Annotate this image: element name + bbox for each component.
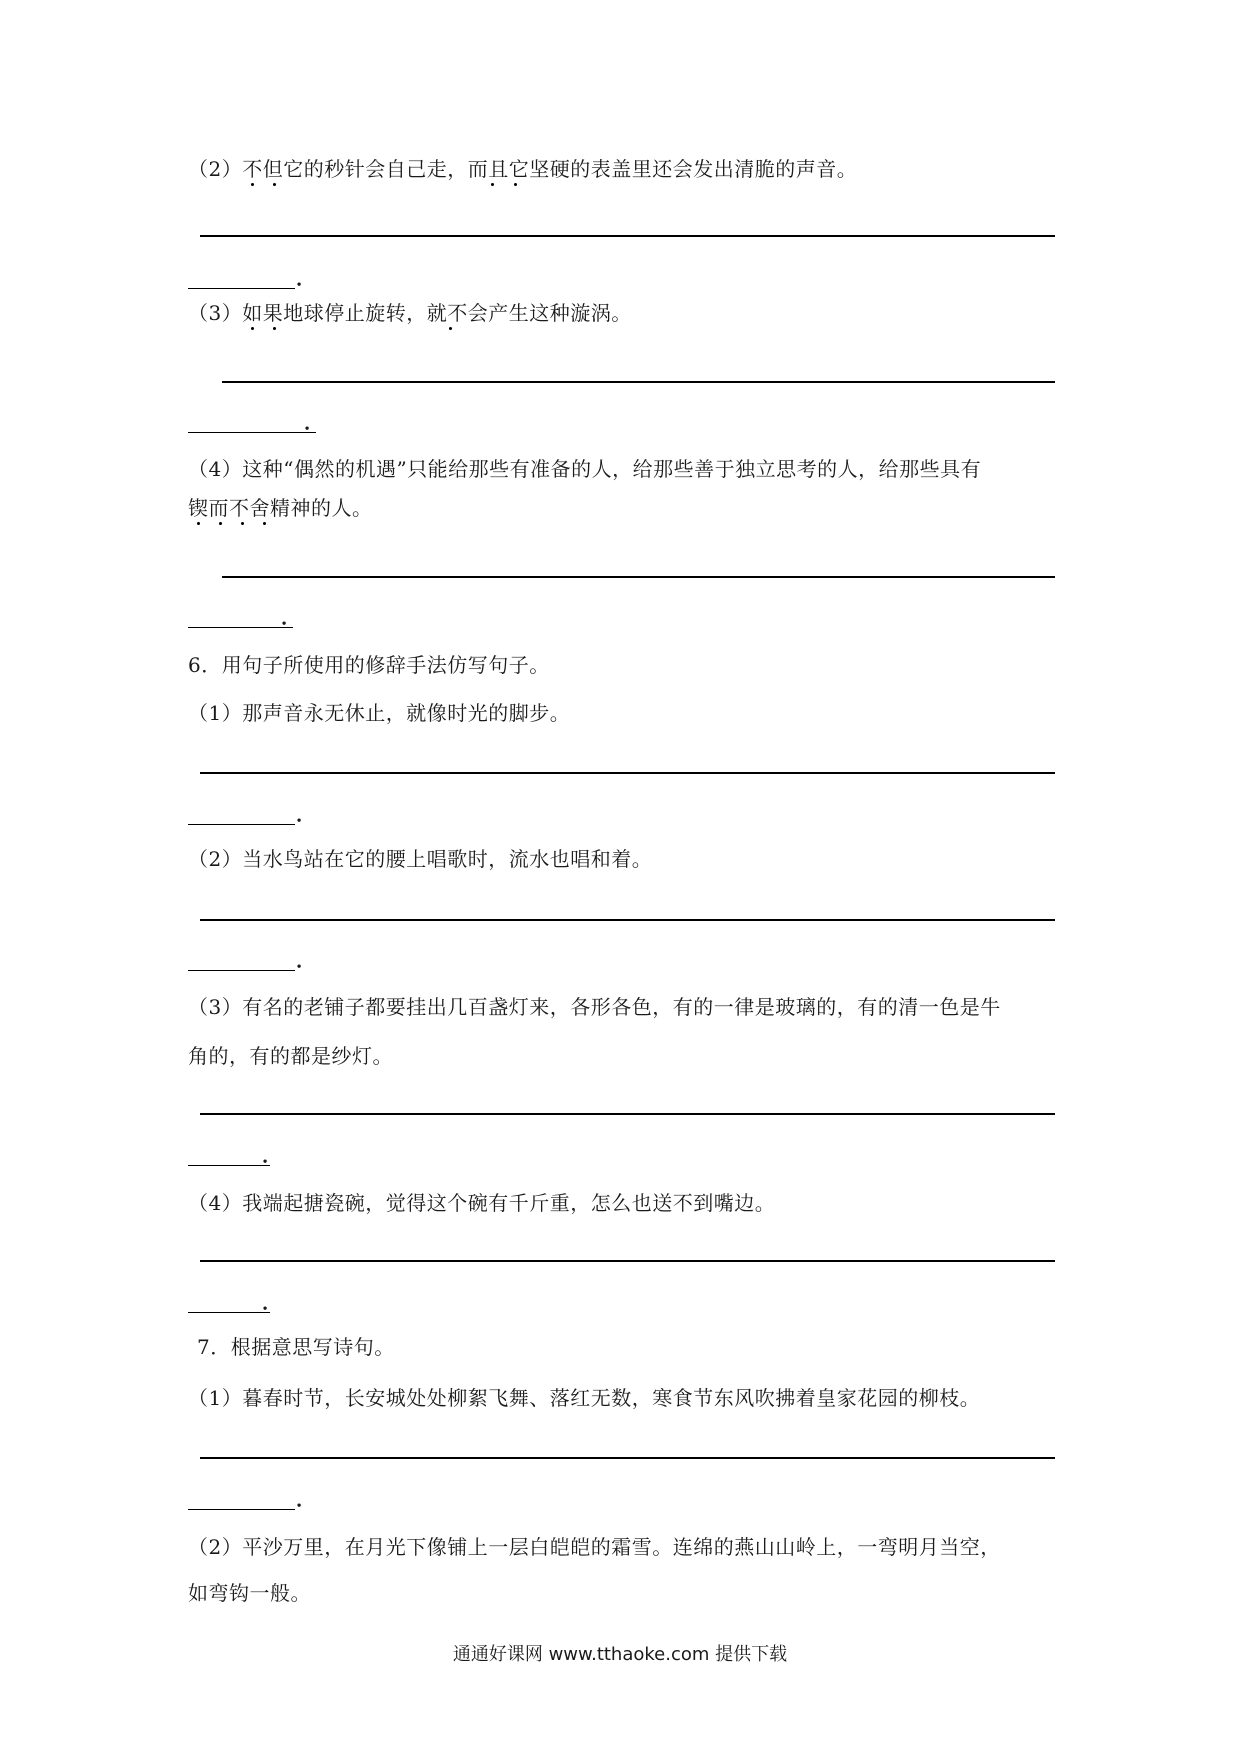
answer-line[interactable]	[200, 1260, 1055, 1262]
q7-item-1: （1）暮春时节，长安城处处柳絮飞舞、落红无数，寒食节东风吹拂着皇家花园的柳枝。	[188, 1386, 981, 1410]
answer-period: ．	[262, 1143, 282, 1167]
emphasis-dot	[197, 522, 200, 525]
q6-item-2: （2）当水鸟站在它的腰上唱歌时，流水也唱和着。	[188, 847, 653, 871]
q7-item-2-line-2: 如弯钩一般。	[188, 1581, 311, 1605]
answer-period: ．	[296, 948, 316, 972]
answer-period: ．	[296, 266, 316, 290]
q6-item-4: （4）我端起搪瓷碗，觉得这个碗有千斤重，怎么也送不到嘴边。	[188, 1191, 776, 1215]
page-footer: 通通好课网 www.tthaoke.com 提供下载	[452, 1644, 788, 1665]
emphasis-dot	[251, 183, 254, 186]
q6-heading: 6．用句子所使用的修辞手法仿写句子。	[188, 653, 550, 677]
q7-heading: 7．根据意思写诗句。	[197, 1335, 395, 1359]
answer-line[interactable]	[222, 576, 1055, 578]
emphasis-dot	[273, 183, 276, 186]
answer-blank[interactable]	[188, 627, 293, 628]
answer-period: ．	[296, 1487, 316, 1511]
answer-period: ．	[281, 605, 301, 629]
emphasis-dot	[449, 327, 452, 330]
answer-line[interactable]	[222, 381, 1055, 383]
answer-blank[interactable]	[188, 1312, 270, 1313]
answer-blank[interactable]	[188, 1509, 295, 1510]
q5-item-2: （2）不但它的秒针会自己走，而且它坚硬的表盖里还会发出清脆的声音。	[188, 157, 858, 181]
answer-blank[interactable]	[188, 432, 316, 433]
answer-period: ．	[304, 410, 324, 434]
q7-item-2-line-1: （2）平沙万里，在月光下像铺上一层白皑皑的霜雪。连绵的燕山山岭上，一弯明月当空，	[188, 1535, 1001, 1559]
answer-line[interactable]	[200, 235, 1055, 237]
q5-item-4-line-1: （4）这种“偶然的机遇”只能给那些有准备的人，给那些善于独立思考的人，给那些具有	[188, 457, 982, 481]
q6-item-3-line-1: （3）有名的老铺子都要挂出几百盏灯来，各形各色，有的一律是玻璃的，有的清一色是牛	[188, 995, 1001, 1019]
answer-period: ．	[262, 1290, 282, 1314]
answer-blank[interactable]	[188, 288, 295, 289]
emphasis-dot	[219, 522, 222, 525]
emphasis-dot	[514, 183, 517, 186]
answer-blank[interactable]	[188, 1165, 270, 1166]
q6-item-3-line-2: 角的，有的都是纱灯。	[188, 1044, 393, 1068]
emphasis-dot	[263, 522, 266, 525]
answer-blank[interactable]	[188, 824, 295, 825]
q5-item-4-line-2: 锲而不舍精神的人。	[188, 496, 373, 520]
q6-item-1: （1）那声音永无休止，就像时光的脚步。	[188, 701, 571, 725]
answer-line[interactable]	[200, 919, 1055, 921]
emphasis-dot	[251, 327, 254, 330]
answer-period: ．	[296, 802, 316, 826]
answer-blank[interactable]	[188, 970, 295, 971]
emphasis-dot	[241, 522, 244, 525]
emphasis-dot	[273, 327, 276, 330]
emphasis-dot	[491, 183, 494, 186]
answer-line[interactable]	[200, 1113, 1055, 1115]
answer-line[interactable]	[200, 1457, 1055, 1459]
q5-item-3: （3）如果地球停止旋转，就不会产生这种漩涡。	[188, 301, 632, 325]
answer-line[interactable]	[200, 772, 1055, 774]
